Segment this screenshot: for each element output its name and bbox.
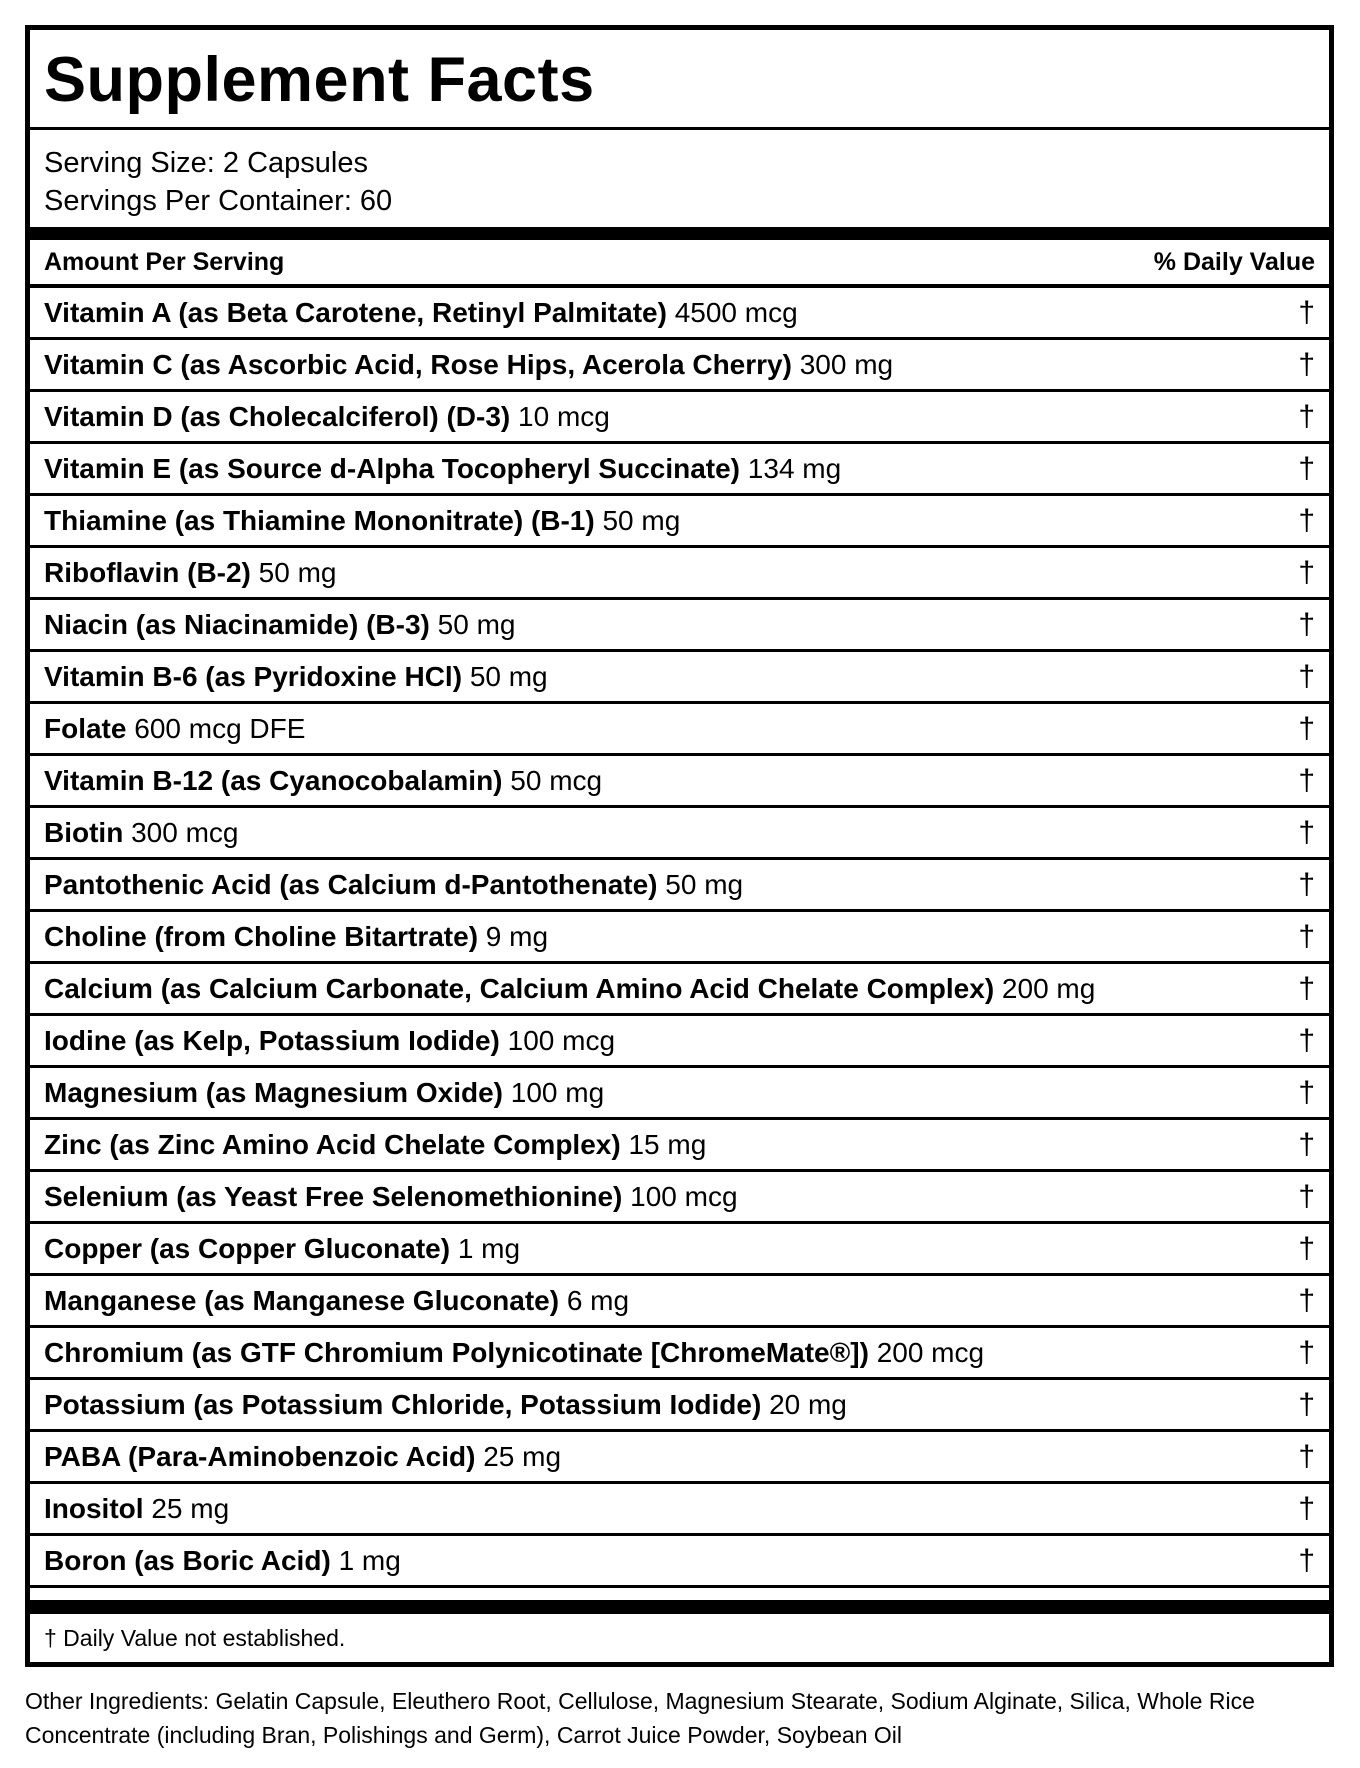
nutrient-label — [44, 765, 602, 797]
nutrient-label — [44, 1233, 520, 1265]
nutrient-amount: 1 mg — [457, 1232, 521, 1264]
nutrient-label — [44, 609, 515, 641]
nutrient-amount: 134 mg — [747, 452, 842, 484]
daily-value-label: % Daily Value — [1153, 247, 1315, 276]
daily-value-dagger: † — [1298, 1231, 1315, 1265]
nutrient-name: Riboflavin (B-2) — [44, 556, 251, 588]
nutrient-name: PABA (Para-Aminobenzoic Acid) — [44, 1440, 476, 1472]
nutrient-name: Boron (as Boric Acid) — [44, 1544, 331, 1576]
nutrient-name: Selenium (as Yeast Free Selenomethionine) — [44, 1180, 623, 1212]
nutrient-name: Vitamin B-6 (as Pyridoxine HCl) — [44, 660, 463, 692]
nutrient-amount: 100 mcg — [507, 1024, 616, 1056]
nutrient-name: Vitamin A (as Beta Carotene, Retinyl Palmitate) — [44, 296, 667, 328]
daily-value-dagger: † — [1298, 399, 1315, 433]
daily-value-dagger: † — [1298, 503, 1315, 537]
nutrient-name: Choline (from Choline Bitartrate) — [44, 920, 479, 952]
nutrient-amount: 300 mg — [799, 348, 894, 380]
column-header — [30, 240, 1329, 288]
nutrient-name: Vitamin D (as Cholecalciferol) (D-3) — [44, 400, 511, 432]
daily-value-dagger: † — [1298, 1543, 1315, 1577]
nutrient-label — [44, 869, 743, 901]
daily-value-dagger: † — [1298, 607, 1315, 641]
nutrient-row — [30, 1224, 1329, 1276]
nutrient-name: Copper (as Copper Gluconate) — [44, 1232, 451, 1264]
thick-divider-top — [30, 227, 1329, 240]
nutrient-amount: 50 mg — [258, 556, 337, 588]
nutrient-row — [30, 340, 1329, 392]
amount-per-serving-label: Amount Per Serving — [44, 247, 285, 276]
nutrient-row — [30, 1536, 1329, 1588]
nutrient-label — [44, 973, 1095, 1005]
nutrient-row — [30, 600, 1329, 652]
daily-value-dagger: † — [1298, 295, 1315, 329]
daily-value-dagger: † — [1298, 347, 1315, 381]
supplement-facts-panel — [25, 25, 1334, 1667]
nutrient-amount: 50 mg — [437, 608, 516, 640]
nutrient-row — [30, 964, 1329, 1016]
nutrient-amount: 100 mcg — [630, 1180, 738, 1212]
nutrient-row — [30, 756, 1329, 808]
nutrient-label — [44, 1077, 604, 1109]
nutrient-row — [30, 1068, 1329, 1120]
nutrient-amount: 50 mcg — [510, 764, 603, 796]
daily-value-dagger: † — [1298, 1283, 1315, 1317]
daily-value-dagger: † — [1298, 1439, 1315, 1473]
nutrient-label — [44, 1441, 561, 1473]
nutrient-name: Inositol — [44, 1492, 144, 1524]
nutrient-row — [30, 652, 1329, 704]
daily-value-dagger: † — [1298, 1075, 1315, 1109]
nutrient-name: Folate — [44, 712, 127, 744]
daily-value-dagger: † — [1298, 971, 1315, 1005]
nutrient-row — [30, 548, 1329, 600]
nutrient-row — [30, 1120, 1329, 1172]
nutrient-name: Pantothenic Acid (as Calcium d-Pantothenate) — [44, 868, 658, 900]
nutrient-amount: 50 mg — [469, 660, 548, 692]
nutrient-row — [30, 912, 1329, 964]
servings-per-container: Servings Per Container: 60 — [44, 185, 393, 217]
nutrient-row — [30, 392, 1329, 444]
nutrient-row — [30, 1432, 1329, 1484]
nutrient-amount: 200 mg — [1001, 972, 1096, 1004]
nutrient-label — [44, 1181, 738, 1213]
nutrient-amount: 1 mg — [338, 1544, 401, 1576]
nutrient-label — [44, 1493, 229, 1525]
nutrient-row — [30, 444, 1329, 496]
nutrient-row — [30, 808, 1329, 860]
nutrient-label — [44, 1285, 629, 1317]
nutrient-name: Calcium (as Calcium Carbonate, Calcium Amino Acid Chelate Complex) — [44, 972, 995, 1004]
nutrient-amount: 15 mg — [628, 1128, 707, 1160]
nutrient-label — [44, 921, 548, 953]
panel-title: Supplement Facts — [30, 30, 1329, 130]
nutrient-row — [30, 1172, 1329, 1224]
nutrient-amount: 9 mg — [485, 920, 549, 952]
nutrient-amount: 200 mcg — [876, 1336, 985, 1368]
daily-value-dagger: † — [1298, 451, 1315, 485]
nutrient-amount: 100 mg — [510, 1076, 605, 1108]
daily-value-dagger: † — [1298, 867, 1315, 901]
nutrient-label — [44, 453, 841, 485]
daily-value-dagger: † — [1298, 659, 1315, 693]
daily-value-dagger: † — [1298, 1127, 1315, 1161]
nutrient-row — [30, 860, 1329, 912]
nutrient-name: Chromium (as GTF Chromium Polynicotinate [ChromeMate®]) — [44, 1336, 869, 1368]
nutrient-name: Vitamin B-12 (as Cyanocobalamin) — [44, 764, 503, 796]
nutrient-row — [30, 1276, 1329, 1328]
daily-value-dagger: † — [1298, 711, 1315, 745]
nutrient-label — [44, 1129, 706, 1161]
nutrient-label — [44, 1389, 847, 1421]
nutrient-amount: 50 mg — [602, 504, 681, 536]
nutrient-label — [44, 1025, 615, 1057]
nutrient-name: Iodine (as Kelp, Potassium Iodide) — [44, 1024, 500, 1056]
nutrient-row — [30, 1484, 1329, 1536]
nutrient-list — [30, 288, 1329, 1588]
daily-value-dagger: † — [1298, 1179, 1315, 1213]
nutrient-amount: 25 mg — [151, 1492, 230, 1524]
nutrient-name: Manganese (as Manganese Gluconate) — [44, 1284, 560, 1316]
nutrient-label — [44, 505, 680, 537]
nutrient-label — [44, 401, 610, 433]
nutrient-label — [44, 557, 337, 589]
nutrient-amount: 600 mcg DFE — [134, 712, 306, 744]
nutrient-label — [44, 713, 305, 745]
nutrient-name: Biotin — [44, 816, 124, 848]
nutrient-amount: 25 mg — [483, 1440, 562, 1472]
other-ingredients: Other Ingredients: Gelatin Capsule, Eleuthero Root, Cellulose, Magnesium Stearate, Sodium Alginate, Silica, Whole Rice Concentrate (including Bran, Polishings and Germ), Carrot Juice Powder, Soybean Oil — [25, 1688, 1255, 1748]
daily-value-dagger: † — [1298, 1335, 1315, 1369]
nutrient-label — [44, 297, 798, 329]
nutrient-row — [30, 1016, 1329, 1068]
nutrient-amount: 20 mg — [769, 1388, 847, 1420]
nutrient-row — [30, 1328, 1329, 1380]
nutrient-row — [30, 496, 1329, 548]
nutrient-row — [30, 288, 1329, 340]
nutrient-row — [30, 704, 1329, 756]
daily-value-dagger: † — [1298, 763, 1315, 797]
nutrient-name: Vitamin C (as Ascorbic Acid, Rose Hips, Acerola Cherry) — [44, 348, 792, 380]
nutrient-name: Magnesium (as Magnesium Oxide) — [44, 1076, 503, 1108]
footnote: † Daily Value not established. — [44, 1624, 346, 1651]
nutrient-amount: 300 mcg — [131, 816, 239, 848]
nutrient-name: Niacin (as Niacinamide) (B-3) — [44, 608, 430, 640]
nutrient-label — [44, 817, 239, 849]
daily-value-dagger: † — [1298, 1023, 1315, 1057]
serving-info — [30, 130, 1329, 227]
nutrient-label — [44, 661, 548, 693]
nutrient-name: Potassium (as Potassium Chloride, Potassium Iodide) — [44, 1388, 762, 1420]
nutrient-amount: 10 mcg — [518, 400, 610, 432]
serving-size: Serving Size: 2 Capsules — [44, 147, 368, 179]
nutrient-label — [44, 1545, 401, 1577]
nutrient-amount: 4500 mcg — [674, 296, 798, 328]
nutrient-name: Thiamine (as Thiamine Mononitrate) (B-1) — [44, 504, 595, 536]
nutrient-row — [30, 1380, 1329, 1432]
nutrient-label — [44, 1337, 984, 1369]
nutrient-amount: 6 mg — [566, 1284, 630, 1316]
daily-value-dagger: † — [1298, 919, 1315, 953]
thick-divider-bottom — [30, 1600, 1329, 1614]
nutrient-name: Vitamin E (as Source d-Alpha Tocopheryl Succinate) — [44, 452, 741, 484]
nutrient-label — [44, 349, 893, 381]
nutrient-name: Zinc (as Zinc Amino Acid Chelate Complex) — [44, 1128, 621, 1160]
nutrient-amount: 50 mg — [665, 868, 744, 900]
daily-value-dagger: † — [1298, 1387, 1315, 1421]
daily-value-dagger: † — [1298, 1491, 1315, 1525]
daily-value-dagger: † — [1298, 555, 1315, 589]
daily-value-dagger: † — [1298, 815, 1315, 849]
